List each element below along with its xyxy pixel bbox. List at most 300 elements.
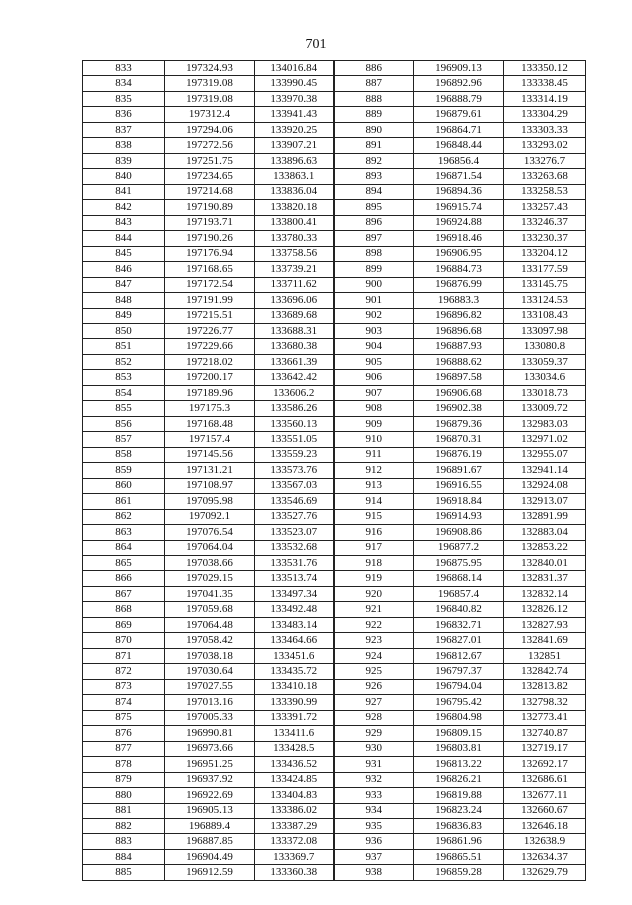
left-y-coordinate-cell: 133800.41 (255, 215, 334, 230)
left-point-id-cell: 868 (83, 602, 165, 617)
left-y-coordinate-cell: 133531.76 (255, 556, 334, 571)
left-point-id-cell: 872 (83, 664, 165, 679)
left-x-coordinate-cell: 197038.18 (165, 648, 255, 663)
left-point-id-cell: 877 (83, 741, 165, 756)
left-y-coordinate-cell: 133567.03 (255, 478, 334, 493)
coordinates-table-body (83, 61, 586, 881)
right-point-id-cell: 889 (334, 107, 414, 122)
left-x-coordinate-cell: 196990.81 (165, 726, 255, 741)
table-row (83, 803, 586, 818)
left-x-coordinate-cell: 197229.66 (165, 339, 255, 354)
left-point-id-cell: 833 (83, 61, 165, 76)
left-x-coordinate-cell: 197312.4 (165, 107, 255, 122)
left-x-coordinate-cell: 197058.42 (165, 633, 255, 648)
table-row (83, 865, 586, 880)
left-point-id-cell: 869 (83, 617, 165, 632)
right-point-id-cell: 909 (334, 416, 414, 431)
left-point-id-cell: 853 (83, 370, 165, 385)
left-x-coordinate-cell: 196922.69 (165, 788, 255, 803)
left-point-id-cell: 850 (83, 323, 165, 338)
right-point-id-cell: 886 (334, 61, 414, 76)
right-x-coordinate-cell: 196876.99 (414, 277, 504, 292)
right-point-id-cell: 914 (334, 494, 414, 509)
right-point-id-cell: 918 (334, 556, 414, 571)
right-x-coordinate-cell: 196871.54 (414, 169, 504, 184)
right-point-id-cell: 922 (334, 617, 414, 632)
right-x-coordinate-cell: 196836.83 (414, 818, 504, 833)
right-y-coordinate-cell: 133059.37 (504, 354, 586, 369)
right-y-coordinate-cell: 133257.43 (504, 200, 586, 215)
left-x-coordinate-cell: 197013.16 (165, 695, 255, 710)
right-y-coordinate-cell: 132798.32 (504, 695, 586, 710)
left-y-coordinate-cell: 133606.2 (255, 385, 334, 400)
right-y-coordinate-cell: 132773.41 (504, 710, 586, 725)
right-y-coordinate-cell: 133108.43 (504, 308, 586, 323)
table-row (83, 602, 586, 617)
left-y-coordinate-cell: 133404.83 (255, 788, 334, 803)
right-x-coordinate-cell: 196819.88 (414, 788, 504, 803)
right-point-id-cell: 930 (334, 741, 414, 756)
right-x-coordinate-cell: 196809.15 (414, 726, 504, 741)
right-y-coordinate-cell: 132692.17 (504, 757, 586, 772)
left-y-coordinate-cell: 133739.21 (255, 262, 334, 277)
table-row (83, 617, 586, 632)
left-x-coordinate-cell: 197324.93 (165, 61, 255, 76)
right-point-id-cell: 896 (334, 215, 414, 230)
right-x-coordinate-cell: 196826.21 (414, 772, 504, 787)
left-x-coordinate-cell: 197145.56 (165, 447, 255, 462)
table-row (83, 339, 586, 354)
left-point-id-cell: 870 (83, 633, 165, 648)
right-x-coordinate-cell: 196896.82 (414, 308, 504, 323)
right-point-id-cell: 892 (334, 153, 414, 168)
right-x-coordinate-cell: 196887.93 (414, 339, 504, 354)
left-point-id-cell: 881 (83, 803, 165, 818)
left-x-coordinate-cell: 197319.08 (165, 91, 255, 106)
left-point-id-cell: 862 (83, 509, 165, 524)
right-point-id-cell: 928 (334, 710, 414, 725)
right-point-id-cell: 903 (334, 323, 414, 338)
left-y-coordinate-cell: 133497.34 (255, 586, 334, 601)
table-row (83, 138, 586, 153)
table-row (83, 447, 586, 462)
right-x-coordinate-cell: 196812.67 (414, 648, 504, 663)
table-row (83, 293, 586, 308)
right-y-coordinate-cell: 132826.12 (504, 602, 586, 617)
left-y-coordinate-cell: 133492.48 (255, 602, 334, 617)
right-x-coordinate-cell: 196879.61 (414, 107, 504, 122)
left-x-coordinate-cell: 197157.4 (165, 432, 255, 447)
right-y-coordinate-cell: 133124.53 (504, 293, 586, 308)
right-y-coordinate-cell: 132841.69 (504, 633, 586, 648)
left-y-coordinate-cell: 133410.18 (255, 679, 334, 694)
right-x-coordinate-cell: 196888.79 (414, 91, 504, 106)
right-point-id-cell: 935 (334, 818, 414, 833)
left-x-coordinate-cell: 196887.85 (165, 834, 255, 849)
right-x-coordinate-cell: 196804.98 (414, 710, 504, 725)
table-row (83, 679, 586, 694)
left-x-coordinate-cell: 197030.64 (165, 664, 255, 679)
right-point-id-cell: 917 (334, 540, 414, 555)
right-x-coordinate-cell: 196813.22 (414, 757, 504, 772)
left-point-id-cell: 854 (83, 385, 165, 400)
left-x-coordinate-cell: 197168.65 (165, 262, 255, 277)
right-y-coordinate-cell: 133303.33 (504, 122, 586, 137)
table-row (83, 648, 586, 663)
right-x-coordinate-cell: 196877.2 (414, 540, 504, 555)
table-row (83, 76, 586, 91)
left-point-id-cell: 874 (83, 695, 165, 710)
right-y-coordinate-cell: 132955.07 (504, 447, 586, 462)
left-y-coordinate-cell: 133970.38 (255, 91, 334, 106)
left-point-id-cell: 882 (83, 818, 165, 833)
right-y-coordinate-cell: 133009.72 (504, 401, 586, 416)
left-y-coordinate-cell: 133896.63 (255, 153, 334, 168)
table-row (83, 494, 586, 509)
table-row (83, 169, 586, 184)
table-row (83, 695, 586, 710)
left-y-coordinate-cell: 133920.25 (255, 122, 334, 137)
right-point-id-cell: 888 (334, 91, 414, 106)
right-point-id-cell: 910 (334, 432, 414, 447)
left-y-coordinate-cell: 133551.05 (255, 432, 334, 447)
right-x-coordinate-cell: 196832.71 (414, 617, 504, 632)
left-x-coordinate-cell: 197191.99 (165, 293, 255, 308)
right-x-coordinate-cell: 196906.95 (414, 246, 504, 261)
table-row (83, 153, 586, 168)
right-x-coordinate-cell: 196876.19 (414, 447, 504, 462)
right-x-coordinate-cell: 196894.36 (414, 184, 504, 199)
right-x-coordinate-cell: 196914.93 (414, 509, 504, 524)
left-x-coordinate-cell: 197131.21 (165, 463, 255, 478)
right-y-coordinate-cell: 132686.61 (504, 772, 586, 787)
table-row (83, 478, 586, 493)
right-x-coordinate-cell: 196827.01 (414, 633, 504, 648)
left-point-id-cell: 873 (83, 679, 165, 694)
table-row (83, 385, 586, 400)
left-point-id-cell: 839 (83, 153, 165, 168)
left-x-coordinate-cell: 197076.54 (165, 525, 255, 540)
right-x-coordinate-cell: 196823.24 (414, 803, 504, 818)
left-x-coordinate-cell: 197189.96 (165, 385, 255, 400)
right-x-coordinate-cell: 196891.67 (414, 463, 504, 478)
right-y-coordinate-cell: 132638.9 (504, 834, 586, 849)
right-x-coordinate-cell: 196865.51 (414, 849, 504, 864)
left-x-coordinate-cell: 196937.92 (165, 772, 255, 787)
left-y-coordinate-cell: 134016.84 (255, 61, 334, 76)
left-point-id-cell: 875 (83, 710, 165, 725)
right-y-coordinate-cell: 133258.53 (504, 184, 586, 199)
left-y-coordinate-cell: 133387.29 (255, 818, 334, 833)
left-y-coordinate-cell: 133369.7 (255, 849, 334, 864)
left-y-coordinate-cell: 133780.33 (255, 231, 334, 246)
right-point-id-cell: 937 (334, 849, 414, 864)
right-y-coordinate-cell: 132842.74 (504, 664, 586, 679)
right-x-coordinate-cell: 196897.58 (414, 370, 504, 385)
left-point-id-cell: 846 (83, 262, 165, 277)
left-y-coordinate-cell: 133680.38 (255, 339, 334, 354)
left-point-id-cell: 866 (83, 571, 165, 586)
right-y-coordinate-cell: 132660.67 (504, 803, 586, 818)
right-y-coordinate-cell: 132891.99 (504, 509, 586, 524)
right-y-coordinate-cell: 132971.02 (504, 432, 586, 447)
left-x-coordinate-cell: 197251.75 (165, 153, 255, 168)
right-x-coordinate-cell: 196859.28 (414, 865, 504, 880)
left-x-coordinate-cell: 197226.77 (165, 323, 255, 338)
left-x-coordinate-cell: 196889.4 (165, 818, 255, 833)
right-point-id-cell: 931 (334, 757, 414, 772)
left-point-id-cell: 837 (83, 122, 165, 137)
left-x-coordinate-cell: 197027.55 (165, 679, 255, 694)
page-number: 701 (305, 37, 327, 52)
left-y-coordinate-cell: 133696.06 (255, 293, 334, 308)
right-point-id-cell: 894 (334, 184, 414, 199)
right-x-coordinate-cell: 196908.86 (414, 525, 504, 540)
table-row (83, 818, 586, 833)
left-x-coordinate-cell: 196951.25 (165, 757, 255, 772)
right-y-coordinate-cell: 132853.22 (504, 540, 586, 555)
right-x-coordinate-cell: 196883.3 (414, 293, 504, 308)
right-y-coordinate-cell: 133018.73 (504, 385, 586, 400)
left-x-coordinate-cell: 197041.35 (165, 586, 255, 601)
left-point-id-cell: 884 (83, 849, 165, 864)
right-y-coordinate-cell: 132883.04 (504, 525, 586, 540)
left-x-coordinate-cell: 197234.65 (165, 169, 255, 184)
right-y-coordinate-cell: 133034.6 (504, 370, 586, 385)
left-y-coordinate-cell: 133573.76 (255, 463, 334, 478)
left-y-coordinate-cell: 133390.99 (255, 695, 334, 710)
right-point-id-cell: 927 (334, 695, 414, 710)
right-point-id-cell: 924 (334, 648, 414, 663)
left-x-coordinate-cell: 196905.13 (165, 803, 255, 818)
left-y-coordinate-cell: 133820.18 (255, 200, 334, 215)
left-x-coordinate-cell: 197029.15 (165, 571, 255, 586)
table-row (83, 215, 586, 230)
right-x-coordinate-cell: 196795.42 (414, 695, 504, 710)
table-row (83, 757, 586, 772)
right-y-coordinate-cell: 133145.75 (504, 277, 586, 292)
left-point-id-cell: 851 (83, 339, 165, 354)
left-x-coordinate-cell: 196912.59 (165, 865, 255, 880)
right-point-id-cell: 902 (334, 308, 414, 323)
left-point-id-cell: 835 (83, 91, 165, 106)
table-row (83, 849, 586, 864)
left-y-coordinate-cell: 133428.5 (255, 741, 334, 756)
right-point-id-cell: 906 (334, 370, 414, 385)
right-y-coordinate-cell: 132924.08 (504, 478, 586, 493)
right-point-id-cell: 890 (334, 122, 414, 137)
left-point-id-cell: 860 (83, 478, 165, 493)
right-x-coordinate-cell: 196902.38 (414, 401, 504, 416)
left-point-id-cell: 852 (83, 354, 165, 369)
table-row (83, 509, 586, 524)
right-x-coordinate-cell: 196918.46 (414, 231, 504, 246)
left-y-coordinate-cell: 133711.62 (255, 277, 334, 292)
left-x-coordinate-cell: 197175.3 (165, 401, 255, 416)
table-row (83, 772, 586, 787)
left-x-coordinate-cell: 197005.33 (165, 710, 255, 725)
right-point-id-cell: 938 (334, 865, 414, 880)
left-x-coordinate-cell: 197319.08 (165, 76, 255, 91)
left-point-id-cell: 880 (83, 788, 165, 803)
left-point-id-cell: 843 (83, 215, 165, 230)
table-row (83, 122, 586, 137)
right-point-id-cell: 919 (334, 571, 414, 586)
left-x-coordinate-cell: 196904.49 (165, 849, 255, 864)
left-y-coordinate-cell: 133483.14 (255, 617, 334, 632)
right-y-coordinate-cell: 133276.7 (504, 153, 586, 168)
right-y-coordinate-cell: 132677.11 (504, 788, 586, 803)
right-point-id-cell: 898 (334, 246, 414, 261)
right-x-coordinate-cell: 196797.37 (414, 664, 504, 679)
right-point-id-cell: 933 (334, 788, 414, 803)
left-point-id-cell: 856 (83, 416, 165, 431)
left-x-coordinate-cell: 197294.06 (165, 122, 255, 137)
left-point-id-cell: 834 (83, 76, 165, 91)
right-y-coordinate-cell: 132840.01 (504, 556, 586, 571)
left-point-id-cell: 840 (83, 169, 165, 184)
right-x-coordinate-cell: 196870.31 (414, 432, 504, 447)
right-x-coordinate-cell: 196868.14 (414, 571, 504, 586)
left-y-coordinate-cell: 133464.66 (255, 633, 334, 648)
table-row (83, 262, 586, 277)
left-y-coordinate-cell: 133436.52 (255, 757, 334, 772)
right-x-coordinate-cell: 196840.82 (414, 602, 504, 617)
left-y-coordinate-cell: 133990.45 (255, 76, 334, 91)
left-y-coordinate-cell: 133360.38 (255, 865, 334, 880)
left-point-id-cell: 844 (83, 231, 165, 246)
right-point-id-cell: 920 (334, 586, 414, 601)
left-y-coordinate-cell: 133372.08 (255, 834, 334, 849)
right-point-id-cell: 916 (334, 525, 414, 540)
left-point-id-cell: 849 (83, 308, 165, 323)
right-y-coordinate-cell: 132629.79 (504, 865, 586, 880)
right-y-coordinate-cell: 133097.98 (504, 323, 586, 338)
right-x-coordinate-cell: 196794.04 (414, 679, 504, 694)
table-row (83, 231, 586, 246)
left-point-id-cell: 857 (83, 432, 165, 447)
right-point-id-cell: 915 (334, 509, 414, 524)
table-row (83, 354, 586, 369)
right-y-coordinate-cell: 132813.82 (504, 679, 586, 694)
right-x-coordinate-cell: 196916.55 (414, 478, 504, 493)
right-point-id-cell: 925 (334, 664, 414, 679)
left-point-id-cell: 838 (83, 138, 165, 153)
left-y-coordinate-cell: 133451.6 (255, 648, 334, 663)
right-point-id-cell: 897 (334, 231, 414, 246)
right-y-coordinate-cell: 133246.37 (504, 215, 586, 230)
right-y-coordinate-cell: 132913.07 (504, 494, 586, 509)
left-y-coordinate-cell: 133642.42 (255, 370, 334, 385)
right-x-coordinate-cell: 196918.84 (414, 494, 504, 509)
right-x-coordinate-cell: 196884.73 (414, 262, 504, 277)
left-y-coordinate-cell: 133559.23 (255, 447, 334, 462)
left-x-coordinate-cell: 197038.66 (165, 556, 255, 571)
right-x-coordinate-cell: 196857.4 (414, 586, 504, 601)
right-y-coordinate-cell: 132941.14 (504, 463, 586, 478)
left-point-id-cell: 885 (83, 865, 165, 880)
left-x-coordinate-cell: 197214.68 (165, 184, 255, 199)
table-row (83, 525, 586, 540)
table-row (83, 788, 586, 803)
table-row (83, 571, 586, 586)
right-point-id-cell: 929 (334, 726, 414, 741)
left-y-coordinate-cell: 133688.31 (255, 323, 334, 338)
right-point-id-cell: 934 (334, 803, 414, 818)
table-row (83, 726, 586, 741)
left-point-id-cell: 883 (83, 834, 165, 849)
right-x-coordinate-cell: 196803.81 (414, 741, 504, 756)
coordinates-table (82, 60, 586, 881)
right-y-coordinate-cell: 133204.12 (504, 246, 586, 261)
right-y-coordinate-cell: 133304.29 (504, 107, 586, 122)
right-point-id-cell: 900 (334, 277, 414, 292)
left-x-coordinate-cell: 197200.17 (165, 370, 255, 385)
left-x-coordinate-cell: 197193.71 (165, 215, 255, 230)
right-x-coordinate-cell: 196909.13 (414, 61, 504, 76)
table-row (83, 308, 586, 323)
left-x-coordinate-cell: 197095.98 (165, 494, 255, 509)
left-y-coordinate-cell: 133907.21 (255, 138, 334, 153)
left-y-coordinate-cell: 133586.26 (255, 401, 334, 416)
table-row (83, 370, 586, 385)
left-y-coordinate-cell: 133532.68 (255, 540, 334, 555)
table-row (83, 246, 586, 261)
left-y-coordinate-cell: 133435.72 (255, 664, 334, 679)
left-point-id-cell: 836 (83, 107, 165, 122)
right-y-coordinate-cell: 132719.17 (504, 741, 586, 756)
table-row (83, 664, 586, 679)
left-point-id-cell: 861 (83, 494, 165, 509)
right-y-coordinate-cell: 133230.37 (504, 231, 586, 246)
table-row (83, 834, 586, 849)
right-point-id-cell: 913 (334, 478, 414, 493)
left-point-id-cell: 871 (83, 648, 165, 663)
right-point-id-cell: 893 (334, 169, 414, 184)
right-point-id-cell: 908 (334, 401, 414, 416)
right-y-coordinate-cell: 133338.45 (504, 76, 586, 91)
left-point-id-cell: 865 (83, 556, 165, 571)
left-point-id-cell: 863 (83, 525, 165, 540)
table-row (83, 741, 586, 756)
right-point-id-cell: 895 (334, 200, 414, 215)
right-y-coordinate-cell: 132851 (504, 648, 586, 663)
left-x-coordinate-cell: 197190.26 (165, 231, 255, 246)
left-x-coordinate-cell: 197215.51 (165, 308, 255, 323)
right-point-id-cell: 912 (334, 463, 414, 478)
left-y-coordinate-cell: 133689.68 (255, 308, 334, 323)
left-x-coordinate-cell: 197092.1 (165, 509, 255, 524)
left-point-id-cell: 858 (83, 447, 165, 462)
table-row (83, 61, 586, 76)
right-y-coordinate-cell: 133314.19 (504, 91, 586, 106)
right-point-id-cell: 911 (334, 447, 414, 462)
right-y-coordinate-cell: 132740.87 (504, 726, 586, 741)
left-x-coordinate-cell: 197064.04 (165, 540, 255, 555)
right-y-coordinate-cell: 132832.14 (504, 586, 586, 601)
left-x-coordinate-cell: 197172.54 (165, 277, 255, 292)
right-point-id-cell: 899 (334, 262, 414, 277)
right-x-coordinate-cell: 196896.68 (414, 323, 504, 338)
left-x-coordinate-cell: 197272.56 (165, 138, 255, 153)
left-x-coordinate-cell: 197064.48 (165, 617, 255, 632)
right-point-id-cell: 907 (334, 385, 414, 400)
table-row (83, 540, 586, 555)
left-x-coordinate-cell: 197059.68 (165, 602, 255, 617)
right-x-coordinate-cell: 196879.36 (414, 416, 504, 431)
table-row (83, 277, 586, 292)
right-point-id-cell: 926 (334, 679, 414, 694)
